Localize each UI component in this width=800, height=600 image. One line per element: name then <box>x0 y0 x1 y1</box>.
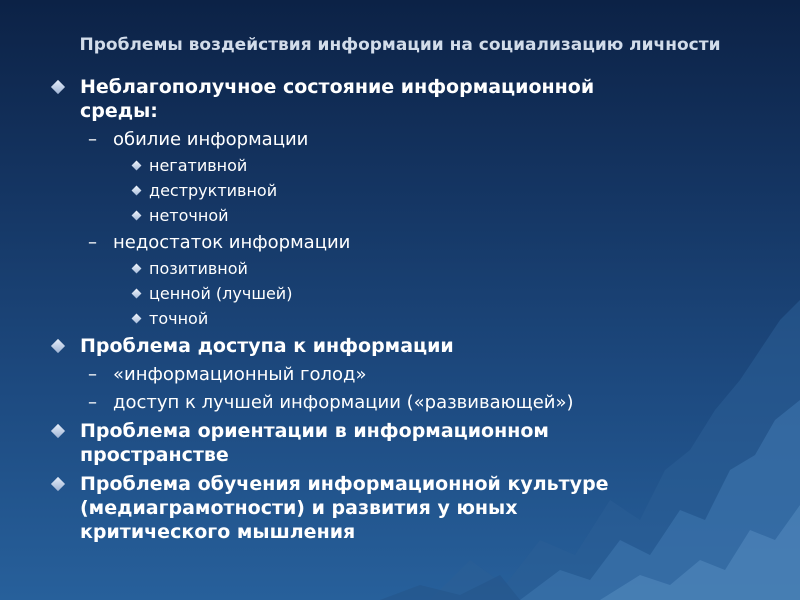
bullet-item-4-line3: критического мышления <box>80 521 356 543</box>
bullet-item-2-text: Проблема доступа к информации <box>80 335 454 357</box>
sub-item-1-1 <box>46 129 766 151</box>
small-diamond-bullet-icon <box>132 289 142 299</box>
sub-item-2-2 <box>46 392 766 414</box>
sub-item-1-2 <box>46 232 766 254</box>
bullet-item-3 <box>46 419 766 467</box>
sub-item-1-2-text: недостаток информации <box>113 232 351 253</box>
sub-sub-item-1-2-3 <box>46 309 766 329</box>
diamond-bullet-icon <box>51 339 65 353</box>
sub-sub-item-1-2-1 <box>46 259 766 279</box>
bullet-item-4-line2: (медиаграмотности) и развития у юных <box>80 497 518 519</box>
bullet-item-3-line1: Проблема ориентации в информационном <box>80 420 549 442</box>
dash-bullet: – <box>88 232 97 253</box>
sub-item-2-1 <box>46 364 766 386</box>
dash-bullet: – <box>88 129 97 150</box>
small-diamond-bullet-icon <box>132 314 142 324</box>
small-diamond-bullet-icon <box>132 186 142 196</box>
bullet-list <box>46 70 766 544</box>
sub-sub-item-1-1-2 <box>46 181 766 201</box>
sub-sub-item-text: деструктивной <box>149 181 278 200</box>
sub-sub-item-text: ценной (лучшей) <box>149 284 293 303</box>
sub-sub-item-text: негативной <box>149 156 248 175</box>
small-diamond-bullet-icon <box>132 161 142 171</box>
sub-sub-item-text: точной <box>149 309 209 328</box>
bullet-item-1 <box>46 75 766 123</box>
sub-sub-item-text: позитивной <box>149 259 248 278</box>
sub-sub-item-1-1-1 <box>46 156 766 176</box>
bullet-item-4-line1: Проблема обучения информационной культуре <box>80 473 609 495</box>
sub-item-2-2-text: доступ к лучшей информации («развивающей») <box>113 392 574 413</box>
diamond-bullet-icon <box>51 80 65 94</box>
diamond-bullet-icon <box>51 477 65 491</box>
sub-sub-item-1-1-3 <box>46 206 766 226</box>
diamond-bullet-icon <box>51 424 65 438</box>
bullet-item-1-line1: Неблагополучное состояние информационной <box>80 76 595 98</box>
small-diamond-bullet-icon <box>132 211 142 221</box>
sub-item-2-1-text: «информационный голод» <box>113 364 367 385</box>
small-diamond-bullet-icon <box>132 264 142 274</box>
slide-title: Проблемы воздействия информации на социализацию личности <box>79 35 721 55</box>
bullet-item-4 <box>46 472 766 544</box>
bullet-item-1-line2: среды: <box>80 100 158 122</box>
bullet-item-2 <box>46 334 766 358</box>
bullet-item-3-line2: пространстве <box>80 444 229 466</box>
dash-bullet: – <box>88 392 97 413</box>
dash-bullet: – <box>88 364 97 385</box>
sub-item-1-1-text: обилие информации <box>113 129 309 150</box>
sub-sub-item-1-2-2 <box>46 284 766 304</box>
sub-sub-item-text: неточной <box>149 206 229 225</box>
